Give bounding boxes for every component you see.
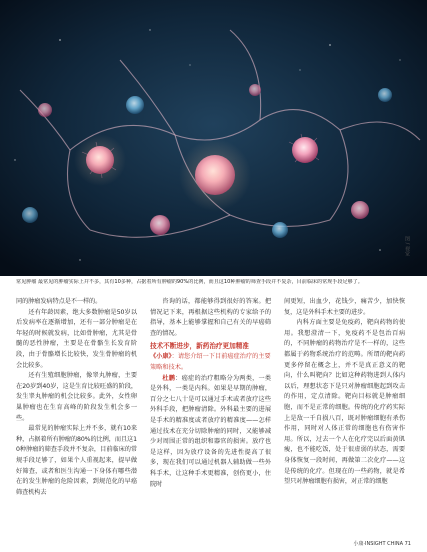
interview-question xyxy=(150,352,271,373)
section-heading: 技术不断进步，新药治疗更加精准 xyxy=(150,342,249,351)
paragraph: 最常见的肿瘤实际上并不多，就有10来种，占据着所有肿瘤的80%的比例，而且这10种肿瘤的筛查手段并不复杂，目前临床的常规手段足够了，如果个人重视起来，提早做好筛查，或者和医生沟通一下身体有哪些潜在的发生肿瘤的危险因素，到规范化的早癌筛查机构去 xyxy=(16,425,137,496)
paragraph: 还有生殖细胞肿瘤，像睾丸肿瘤，主要在20岁到40岁，这是生育比较旺盛的阶段，发生睾丸肿瘤的机会比较多。此外，女性卵巢肿瘤也在生育高峰的阶段发生机会多一些。 xyxy=(16,372,137,422)
paragraph: 同的肿瘤发病特点是不一样的。 xyxy=(16,298,102,305)
body-column-3 xyxy=(284,297,405,537)
magazine-tag: 《小康》 xyxy=(150,353,172,361)
body-column-1 xyxy=(16,297,137,537)
answer-text: ：癌症的治疗粗略分为两类，一类是外科，一类是内科。如果是早期的肿瘤，百分之七八十是可以通过手术或者放疗这些外科手段，把肿瘤清除。外科最主要的进展是手术的精准度或者放疗的精准度——怎样通过技术在充分切除肿瘤的同时，又能够减少对周围正常的组织和器官的损害。放疗也是这样，因为放疗设备的先进性提高了很多，现在我们可以通过机器人辅助做一些外科手术，让这种手术更精准，创伤更小，住院时 xyxy=(150,374,271,488)
paragraph: 还有年龄因素，绝大多数肿瘤是50岁以后发病率在逐渐增加，还有一部分肿瘤是在年轻的时候就发病，比如骨肿瘤，尤其是骨髓的恶性肿瘤，主要是在骨骼生长发育阶段，由于骨骼增长比较快，发生骨肿瘤的机会比较多。 xyxy=(16,308,137,369)
paragraph: 内科方面主要是免疫药，靶向药物的使用。我想澄清一下，免疫药不是包治百病的，不同肿瘤的药物治疗是不一样的，这些都属于药物系统治疗的范畴。所谓的靶向药更多停留在概念上，并不是真正意义的靶向，什么叫靶向？比如这种药物进到人体内以后，理想状态下是只对肿瘤细胞起到攻击的作用，定点清除。靶向目标就是肿瘤细胞，而不是正常的细胞。传统的化疗药实际上是敌一千自损八百，既对肿瘤细胞有杀伤作用，同时对人体正常的细胞也有伤害作用。所以，过去一个人在化疗完以后面黄肌瘦，也不能吃饭，处于很虚弱的状态，需要身体恢复一段时间，再做第二次化疗——这是传统的化疗。但现在的一些药物，就是希望只对肿瘤细胞有损害，对正常的细胞 xyxy=(284,319,405,486)
speaker-name: 杜鹏 xyxy=(162,374,176,382)
question-text: ：请您介绍一下目前癌症治疗的主要策略和技术。 xyxy=(150,353,271,371)
paragraph: 咨询的话，都能够得到很好的答案。把情况记下来，再根据这些机构的专家给予的指导，基本上能够掌握和自己有关的早癌筛查的情况。 xyxy=(150,298,271,337)
figure-caption: 常见肿瘤 最常见的肿瘤实际上并不多，其有10多种，占据着所有肿瘤的90%的比例，而且这10种肿瘤的筛查手段并不复杂，目前临床的常规手段足够了。 xyxy=(16,279,363,285)
paragraph: 间更短，出血少，花钱少，痛苦少，加快恢复，这是外科手术主要的进步。 xyxy=(284,298,405,316)
body-column-2 xyxy=(150,297,271,537)
page-footer: 小康·INSIGHT CHINA 71 xyxy=(353,541,411,547)
interview-answer xyxy=(150,374,271,491)
image-credit: 图 / 视觉 xyxy=(404,236,410,256)
